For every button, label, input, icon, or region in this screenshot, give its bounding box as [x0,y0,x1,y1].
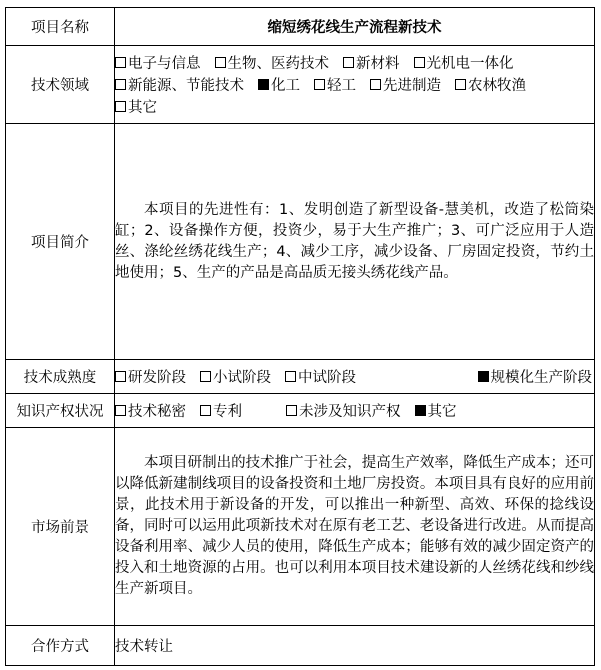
summary-text: 本项目的先进性有：1、发明创造了新型设备-慧美机，改造了松筒染缸；2、设备操作方便，投资少，易于大生产推广；3、可广泛应用于人造丝、涤纶丝绣花线生产；4、减少工序，减少设备、厂房固定投资，节约土地使用；5、生产的产品是高品质无接头绣花线产品。 [115,201,594,281]
checkbox-icon [115,57,126,68]
checkbox-icon [286,405,297,416]
market-cell [115,428,595,626]
checkbox-icon [314,79,325,90]
maturity-option[interactable]: 中试阶段 [285,366,356,387]
summary-label: 项目简介 [6,124,115,360]
maturity-option[interactable]: 研发阶段 [115,366,186,387]
tech-field-option[interactable]: 电子与信息 [115,52,201,73]
ip-option[interactable]: 专利 [200,400,242,421]
checkbox-icon [455,79,466,90]
checkbox-icon [478,371,489,382]
maturity-options [115,360,595,394]
market-text: 本项目研制出的技术推广于社会，提高生产效率，降低生产成本；还可以降低新建制线项目的设备投资和土地厂房投资。本项目具有良好的应用前景，此技术用于新设备的开发，可以推出一种新型、高效、环保的捻线设备，同时可以运用此项新技术对在原有老工艺、老设备进行改进。从而提高设备利用率、减少人员的使用，降低生产成本；能够有效的减少固定资产的投入和土地资源的占用。也可以利用本项目技术建设新的人丝绣花线和纱线生产新项目。 [115,455,594,597]
checkbox-icon [115,101,126,112]
checkbox-icon [115,371,126,382]
checkbox-icon [200,405,211,416]
maturity-option[interactable]: 规模化生产阶段 [478,366,593,387]
checkbox-icon [115,79,126,90]
ip-status-label: 知识产权状况 [6,394,115,428]
checkbox-icon [414,57,425,68]
checkbox-icon [343,57,354,68]
tech-field-option[interactable]: 其它 [115,96,157,117]
ip-option[interactable]: 其它 [415,400,457,421]
checkbox-icon [115,405,126,416]
tech-field-option[interactable]: 化工 [258,74,300,95]
checkbox-icon [285,371,296,382]
ip-option[interactable]: 未涉及知识产权 [286,400,401,421]
tech-field-option[interactable]: 新材料 [343,52,400,73]
cooperation-value: 技术转让 [115,626,595,666]
tech-field-option[interactable]: 生物、医药技术 [215,52,330,73]
ip-status-options [115,394,595,428]
maturity-option[interactable]: 小试阶段 [200,366,271,387]
project-name-value: 缩短绣花线生产流程新技术 [115,8,595,46]
tech-field-option[interactable]: 新能源、节能技术 [115,74,244,95]
tech-field-option[interactable]: 轻工 [314,74,356,95]
tech-field-option[interactable]: 农林牧渔 [455,74,526,95]
checkbox-icon [415,405,426,416]
market-label: 市场前景 [6,428,115,626]
tech-field-option[interactable]: 先进制造 [370,74,441,95]
tech-field-label: 技术领域 [6,46,115,124]
maturity-label: 技术成熟度 [6,360,115,394]
checkbox-icon [215,57,226,68]
ip-option[interactable]: 技术秘密 [115,400,186,421]
summary-cell [115,124,595,360]
checkbox-icon [258,79,269,90]
cooperation-label: 合作方式 [6,626,115,666]
project-name-label: 项目名称 [6,8,115,46]
checkbox-icon [370,79,381,90]
tech-field-option[interactable]: 光机电一体化 [414,52,514,73]
checkbox-icon [200,371,211,382]
project-info-table [5,7,595,666]
tech-field-options [115,46,595,124]
